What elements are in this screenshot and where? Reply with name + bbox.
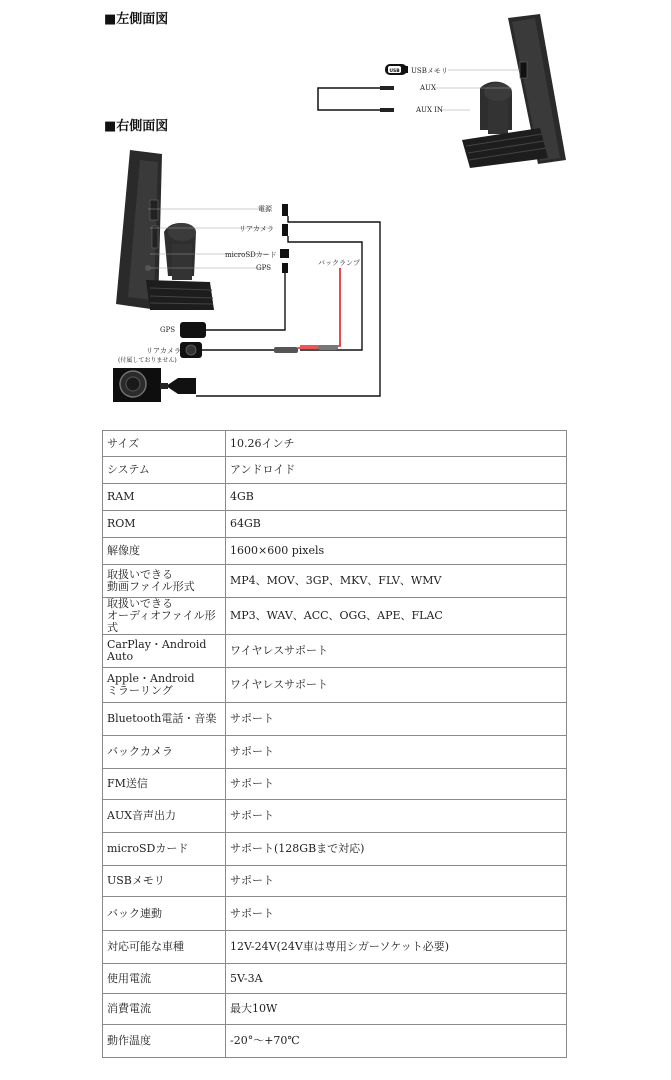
gps-plug-icon <box>282 263 288 273</box>
spec-row <box>103 931 567 964</box>
spec-key: システム <box>103 457 226 484</box>
rear-camera-not-included-note: (付属しておりません) <box>118 357 177 364</box>
right-side-view-heading: ■右側面図 <box>104 119 169 134</box>
usb-stick-icon <box>385 64 408 75</box>
left-view-monitor <box>462 14 566 168</box>
spec-value: 最大10W <box>226 994 567 1025</box>
spec-key: CarPlay・Android Auto <box>103 635 226 668</box>
microsd-label: microSDカード <box>225 251 277 259</box>
rear-camera-port-label: リアカメラ <box>239 225 274 233</box>
spec-row <box>103 964 567 994</box>
gps-antenna-icon <box>180 322 206 338</box>
rear-camera-unit-label: リアカメラ <box>146 347 181 355</box>
spec-row <box>103 897 567 931</box>
aux-label: AUX <box>420 84 436 92</box>
spec-row <box>103 635 567 668</box>
spec-key: FM送信 <box>103 769 226 800</box>
spec-row <box>103 1025 567 1058</box>
spec-row <box>103 800 567 833</box>
spec-key: 取扱いできる 動画ファイル形式 <box>103 565 226 598</box>
spec-value: サポート <box>226 800 567 833</box>
aux-in-plug-icon <box>380 108 394 112</box>
spec-row <box>103 484 567 511</box>
spec-value: サポート <box>226 736 567 769</box>
spec-row <box>103 703 567 736</box>
usb-memory-label: USBメモリ <box>411 67 448 75</box>
spec-key: 動作温度 <box>103 1025 226 1058</box>
power-label: 電源 <box>258 205 272 213</box>
rear-camera-plug-icon <box>282 224 288 236</box>
spec-value: -20°～+70℃ <box>226 1025 567 1058</box>
spec-value: サポート(128GBまで対応) <box>226 833 567 866</box>
aux-plug-icon <box>380 86 394 90</box>
gps-antenna-label: GPS <box>160 326 176 334</box>
spec-key: 取扱いできる オーディオファイル形式 <box>103 598 226 635</box>
spec-key: ROM <box>103 511 226 538</box>
spec-value: ワイヤレスサポート <box>226 668 567 703</box>
spec-value: 4GB <box>226 484 567 511</box>
microsd-card-icon <box>280 249 289 258</box>
right-view-monitor <box>116 150 214 310</box>
spec-value: 64GB <box>226 511 567 538</box>
spec-row <box>103 598 567 635</box>
spec-value: MP3、WAV、ACC、OGG、APE、FLAC <box>226 598 567 635</box>
spec-key: 消費電流 <box>103 994 226 1025</box>
spec-key: サイズ <box>103 431 226 457</box>
usb-port-icon <box>520 62 527 78</box>
spec-row <box>103 511 567 538</box>
spec-value: MP4、MOV、3GP、MKV、FLV、WMV <box>226 565 567 598</box>
spec-key: バック連動 <box>103 897 226 931</box>
spec-value: アンドロイド <box>226 457 567 484</box>
spec-key: Apple・Android ミラーリング <box>103 668 226 703</box>
spec-row <box>103 668 567 703</box>
spec-value: 12V-24V(24V車は専用シガーソケット必要) <box>226 931 567 964</box>
spec-row <box>103 769 567 800</box>
spec-row <box>103 565 567 598</box>
spec-value: サポート <box>226 703 567 736</box>
power-plug-icon <box>282 204 288 216</box>
spec-row <box>103 538 567 565</box>
spec-row <box>103 431 567 457</box>
back-lamp-label: バックランプ <box>318 259 360 267</box>
wiring <box>196 216 380 396</box>
spec-key: microSDカード <box>103 833 226 866</box>
cigarette-socket-icon <box>113 368 161 402</box>
spec-value: ワイヤレスサポート <box>226 635 567 668</box>
spec-key: 使用電流 <box>103 964 226 994</box>
spec-row <box>103 994 567 1025</box>
car-charger-plug-icon <box>160 378 196 394</box>
svg-text:USB: USB <box>389 68 400 74</box>
spec-value: 10.26インチ <box>226 431 567 457</box>
rear-camera-icon <box>180 342 202 358</box>
spec-value: サポート <box>226 769 567 800</box>
gps-port-label: GPS <box>256 264 272 272</box>
aux-in-label: AUX IN <box>416 106 444 114</box>
spec-table <box>102 430 567 1058</box>
spec-row <box>103 833 567 866</box>
spec-value: サポート <box>226 866 567 897</box>
left-side-view-diagram <box>0 0 671 420</box>
left-side-view-heading: ■左側面図 <box>104 12 169 27</box>
spec-key: バックカメラ <box>103 736 226 769</box>
spec-key: 対応可能な車種 <box>103 931 226 964</box>
spec-value: 1600×600 pixels <box>226 538 567 565</box>
spec-value: 5V-3A <box>226 964 567 994</box>
cable-splice-connector <box>274 347 298 353</box>
back-lamp-wire <box>298 268 340 348</box>
spec-row <box>103 736 567 769</box>
spec-key: Bluetooth電話・音楽 <box>103 703 226 736</box>
aux-cable <box>318 88 380 110</box>
spec-value: サポート <box>226 897 567 931</box>
spec-key: AUX音声出力 <box>103 800 226 833</box>
spec-row <box>103 866 567 897</box>
spec-row <box>103 457 567 484</box>
spec-key: 解像度 <box>103 538 226 565</box>
spec-key: RAM <box>103 484 226 511</box>
spec-key: USBメモリ <box>103 866 226 897</box>
